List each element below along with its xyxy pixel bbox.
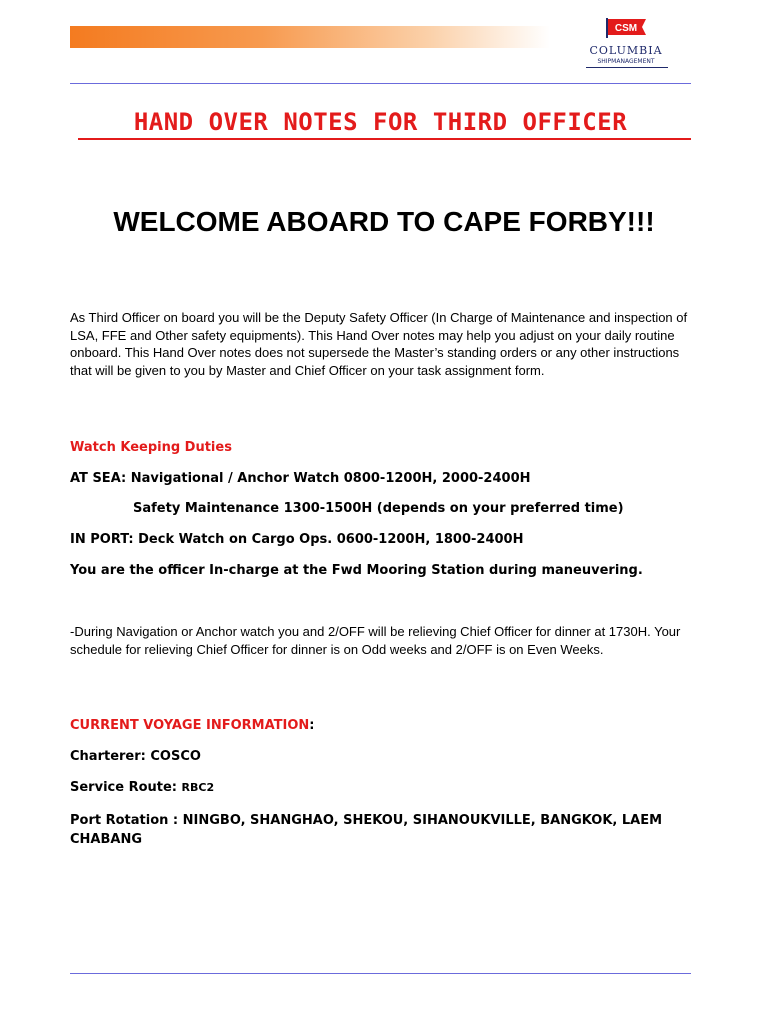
document-title: HAND OVER NOTES FOR THIRD OFFICER [133,108,628,136]
dinner-relief-paragraph: -During Navigation or Anchor watch you and 2/OFF will be relieving Chief Officer for dinner at 1730H. Your schedule for relieving Chief Officer for dinner is on Odd weeks and 2/OFF is on Even Weeks. [70,624,681,657]
csm-flag-icon [602,16,648,38]
bottom-divider [70,973,691,974]
watch-keeping-heading: Watch Keeping Duties [70,440,232,455]
logo-company-name: COLUMBIA [589,44,663,57]
at-sea-line: AT SEA: Navigational / Anchor Watch 0800-1200H, 2000-2400H [70,471,531,486]
port-rotation-line: Port Rotation : NINGBO, SHANGHAO, SHEKOU, SIHANOUKVILLE, BANGKOK, LAEM CHABANG [70,813,663,847]
service-route-value: RBC2 [181,781,215,794]
logo-mark-text: CSM [614,23,638,34]
current-voyage-label: CURRENT VOYAGE INFORMATION [70,718,310,733]
safety-maintenance-line: Safety Maintenance 1300-1500H (depends on your preferred time) [133,501,624,516]
in-port-line: IN PORT: Deck Watch on Cargo Ops. 0600-1200H, 1800-2400H [70,532,524,547]
intro-paragraph: As Third Officer on board you will be the Deputy Safety Officer (In Charge of Maintenance and inspection of LSA, FFE and Other safety equipments). This Hand Over notes may help you adjust on your daily routine onboard. This Hand Over notes does not supersede the Master’s standing orders or any other instructions that will be given to you by Master and Chief Officer on your task assignment form. [70,310,688,378]
charterer-line: Charterer: COSCO [70,749,201,764]
logo-underline [586,67,668,68]
top-divider [70,83,691,84]
mooring-station-line: You are the officer In-charge at the Fwd Mooring Station during maneuvering. [70,563,643,578]
logo-company-subtitle: SHIPMANAGEMENT [597,58,655,65]
company-logo [580,14,672,70]
service-route-line [70,780,214,795]
current-voyage-heading [70,718,314,733]
header-gradient-bar [70,26,550,48]
title-underline [78,138,691,140]
current-voyage-colon: : [309,718,315,733]
welcome-heading: WELCOME ABOARD TO CAPE FORBY!!! [113,206,655,237]
service-route-label: Service Route: [70,780,182,795]
